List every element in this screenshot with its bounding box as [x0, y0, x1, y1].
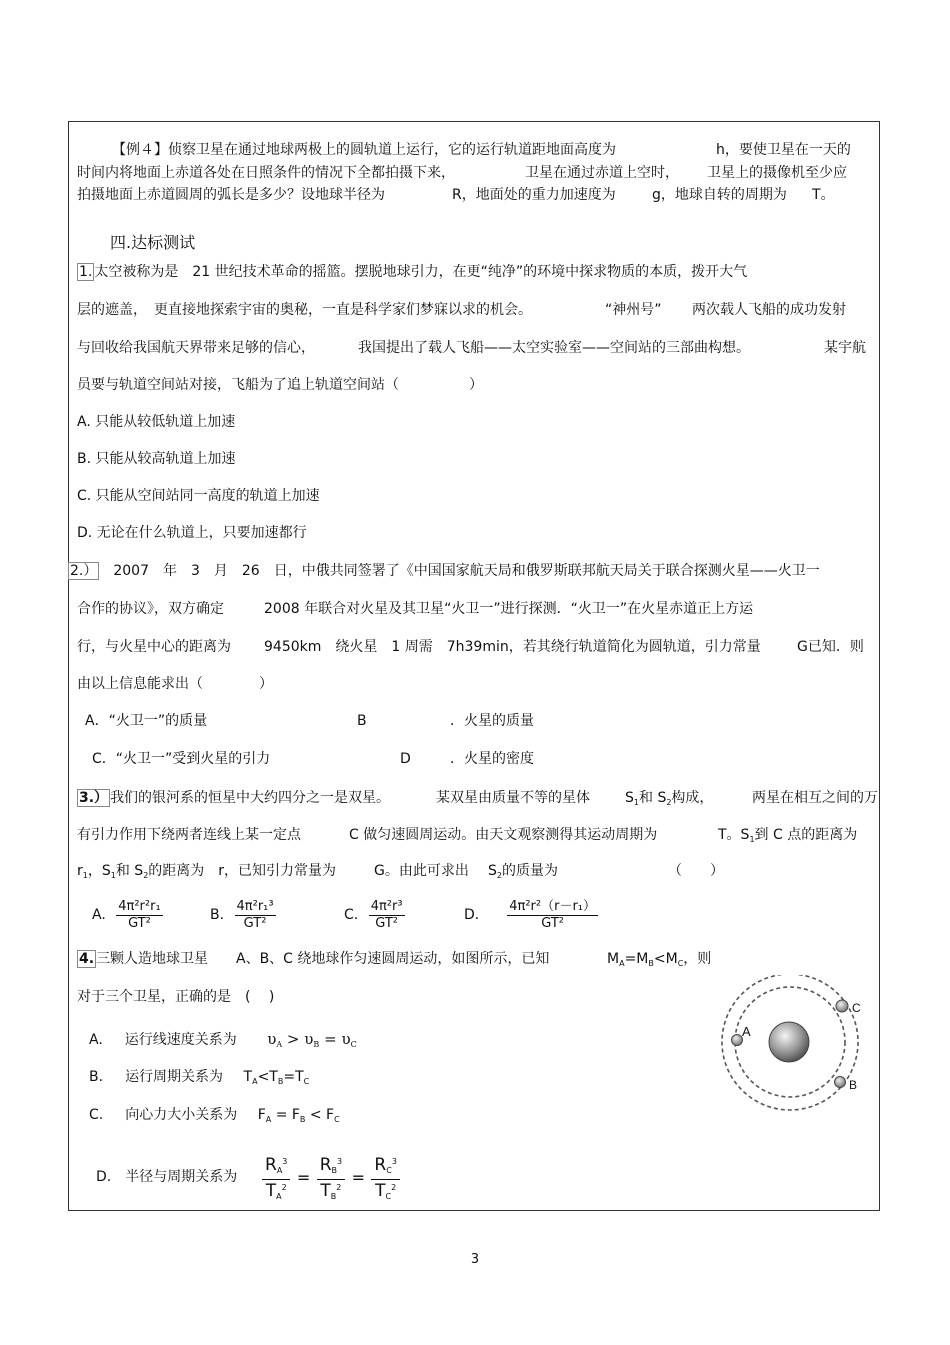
q3-option-d[interactable]: D． $\frac{\text{4π²r²（r－r₁）}}{\text{GT²}}$ [464, 898, 597, 931]
q2-number: 2.） [70, 563, 98, 579]
q3-option-d-denominator: GT² [541, 915, 564, 931]
q3-line1g: 两星在相互之间的万 [752, 790, 878, 806]
section-title: 四.达标测试 [110, 233, 196, 252]
q1-line3a: 与回收给我国航天界带来足够的信心， [77, 340, 315, 356]
q3-option-a-denominator: GT² [128, 915, 151, 931]
q4-option-b[interactable]: B. 运行周期关系为 $T_A<T_B=T_C$ [89, 1069, 310, 1086]
satellite-c [836, 1000, 848, 1012]
q4-option-c[interactable]: C. 向心力大小关系为 $F_A = F_B < F_C$ [89, 1107, 340, 1124]
q3-number: 3.） [79, 790, 109, 806]
orbit-diagram [718, 975, 868, 1115]
example4-line3a: 拍摄地面上赤道圆周的弧长是多少？设地球半径为 [77, 187, 385, 203]
q2-line3a: 行，与火星中心的距离为 [77, 639, 231, 655]
q4-option-a[interactable]: A. 运行线速度关系为 $\upsilon_A > \upsilon_B = \upsilon_C$ [89, 1030, 357, 1049]
page-number: 3 [470, 1252, 480, 1267]
example4-line3b: R，地面处的重力加速度为 [452, 187, 616, 203]
q3-option-a[interactable]: A. $\frac{\text{4π²r²r₁}}{\text{GT²}}$ [92, 898, 161, 931]
q3-line2c: T。$S_1$到 C 点的距离为 [718, 827, 858, 844]
q1-line2c: 两次载人飞船的成功发射 [692, 302, 846, 318]
q2-option-b-letter[interactable]: B [357, 713, 367, 729]
q3-line1c: $S_1$和 $S_2$构成， [625, 790, 714, 807]
example4-line2a: 时间内将地面上赤道各处在日照条件的情况下全都拍摄下来， [77, 165, 455, 181]
q1-line4: 员要与轨道空间站对接，飞船为了追上轨道空间站（ ） [77, 377, 483, 393]
q1-option-c[interactable]: C. 只能从空间站同一高度的轨道上加速 [77, 488, 320, 504]
label-a: A [742, 1024, 751, 1039]
q4-option-d[interactable]: D. 半径与周期关系为 [96, 1169, 238, 1185]
q4-option-c-formula: $F_A = F_B < F_C$ [257, 1107, 340, 1124]
q1-line2a: 层的遮盖， 更直接地探索宇宙的奥秘，一直是科学家们梦寐以求的机会。 [77, 302, 532, 318]
q2-line2a: 合作的协议》，双方确定 [77, 601, 224, 617]
q4-number: 4. [79, 951, 95, 967]
q4-line1c: $M_A=M_B<M_C$，则 [607, 951, 712, 968]
q4-line2: 对于三个卫星，正确的是 ( ) [77, 989, 275, 1005]
q3-line2b: C 做匀速圆周运动。由天文观察测得其运动周期为 [349, 827, 658, 843]
q2-option-d[interactable]: ．火星的密度 [450, 751, 534, 767]
q3-line2a: 有引力作用下绕两者连线上某一定点 [77, 827, 301, 843]
q3-line1: 3.） 我们的银河系的恒星中大约四分之一是双星。 [79, 790, 391, 806]
q1-line3c: 某宇航 [824, 340, 866, 356]
q1-line3b: 我国提出了载人飞船——太空实验室——空间站的三部曲构想。 [358, 340, 750, 356]
q4-line1: 4. 三颗人造地球卫星 [79, 951, 209, 967]
label-b: B [849, 1078, 858, 1092]
example4-line2c: 卫星上的摄像机至少应 [707, 165, 847, 181]
q3-line3h: （ ） [668, 863, 724, 879]
q4-line1b: A、B、C 绕地球作匀速圆周运动，如图所示，已知 [236, 951, 550, 967]
satellite-b [835, 1077, 846, 1088]
q3-option-d-numerator: 4π²r²（r－r₁） [509, 898, 597, 914]
q2-line3c: G已知．则 [797, 639, 864, 655]
q2-line4: 由以上信息能求出（ ） [77, 676, 273, 692]
q2-option-c[interactable]: C．“火卫一”受到火星的引力 [92, 751, 271, 767]
q3-option-b-numerator: 4π²r₁³ [236, 898, 274, 914]
q2-option-a[interactable]: A．“火卫一”的质量 [85, 713, 208, 729]
q3-option-c-denominator: GT² [375, 915, 398, 931]
q1-option-a[interactable]: A. 只能从较低轨道上加速 [77, 414, 236, 430]
example4-line2b: 卫星在通过赤道上空时， [525, 165, 679, 181]
q3-option-c-numerator: 4π²r³ [370, 898, 403, 914]
example4-line1: 【例４】侦察卫星在通过地球两极上的圆轨道上运行，它的运行轨道距地面高度为 [112, 142, 616, 158]
q3-option-c[interactable]: C. $\frac{\text{4π²r³}}{\text{GT²}}$ [344, 898, 403, 931]
q1-line2b: “神州号” [605, 302, 662, 318]
q3-option-b-denominator: GT² [243, 915, 267, 931]
satellite-a [732, 1035, 743, 1046]
example4-line1b: h，要使卫星在一天的 [716, 142, 851, 158]
q3-option-b[interactable]: B. $\frac{\text{4π²r₁³}}{\text{GT²}}$ [210, 898, 274, 931]
example4-line3d: T。 [812, 187, 835, 203]
label-c: C [852, 1001, 861, 1015]
q3-line3a: $r_1$，$S_1$和 $S_2$的距离为 r，已知引力常量为 [77, 863, 337, 880]
q2-line1: 2.） 2007 年 3 月 26 日，中俄共同签署了《中国国家航天局和俄罗斯联邦航天局关于联合探测火星——火卫一 [70, 563, 820, 579]
q3-line3e: G。由此可求出 [374, 863, 469, 879]
q1-line1: 1. 太空被称为是 21 世纪技术革命的摇篮。摆脱地球引力，在更“纯净”的环境中探求物质的本质，拨开大气 [79, 264, 748, 280]
q4-option-b-formula: $T_A<T_B=T_C$ [243, 1069, 310, 1086]
q4-option-a-formula: $\upsilon_A > \upsilon_B = \upsilon_C$ [267, 1030, 357, 1049]
earth [769, 1022, 809, 1062]
q3-line1b: 某双星由质量不等的星体 [436, 790, 590, 806]
q2-line2b: 2008 年联合对火星及其卫星“火卫一”进行探测．“火卫一”在火星赤道正上方运 [264, 601, 754, 617]
q1-option-b[interactable]: B. 只能从较高轨道上加速 [77, 451, 236, 467]
q3-option-a-numerator: 4π²r²r₁ [118, 898, 161, 914]
q1-number: 1. [79, 264, 93, 280]
q2-line3b: 9450km 绕火星 1 周需 7h39min，若其绕行轨道简化为圆轨道，引力常量 [264, 639, 761, 655]
q1-option-d[interactable]: D. 无论在什么轨道上，只要加速都行 [77, 525, 307, 541]
q2-option-d-letter[interactable]: D [400, 751, 411, 767]
q4-option-d-formula: $\frac{RA^3}{TA^2}$ = $\frac{RB^3}{TB^2}$ = $\frac{RC^3}{TC^2}$ [262, 1148, 400, 1209]
q2-option-b[interactable]: ．火星的质量 [450, 713, 534, 729]
q3-line3f: $S_2$的质量为 [488, 863, 558, 880]
example4-line3c: g，地球自转的周期为 [652, 187, 787, 203]
